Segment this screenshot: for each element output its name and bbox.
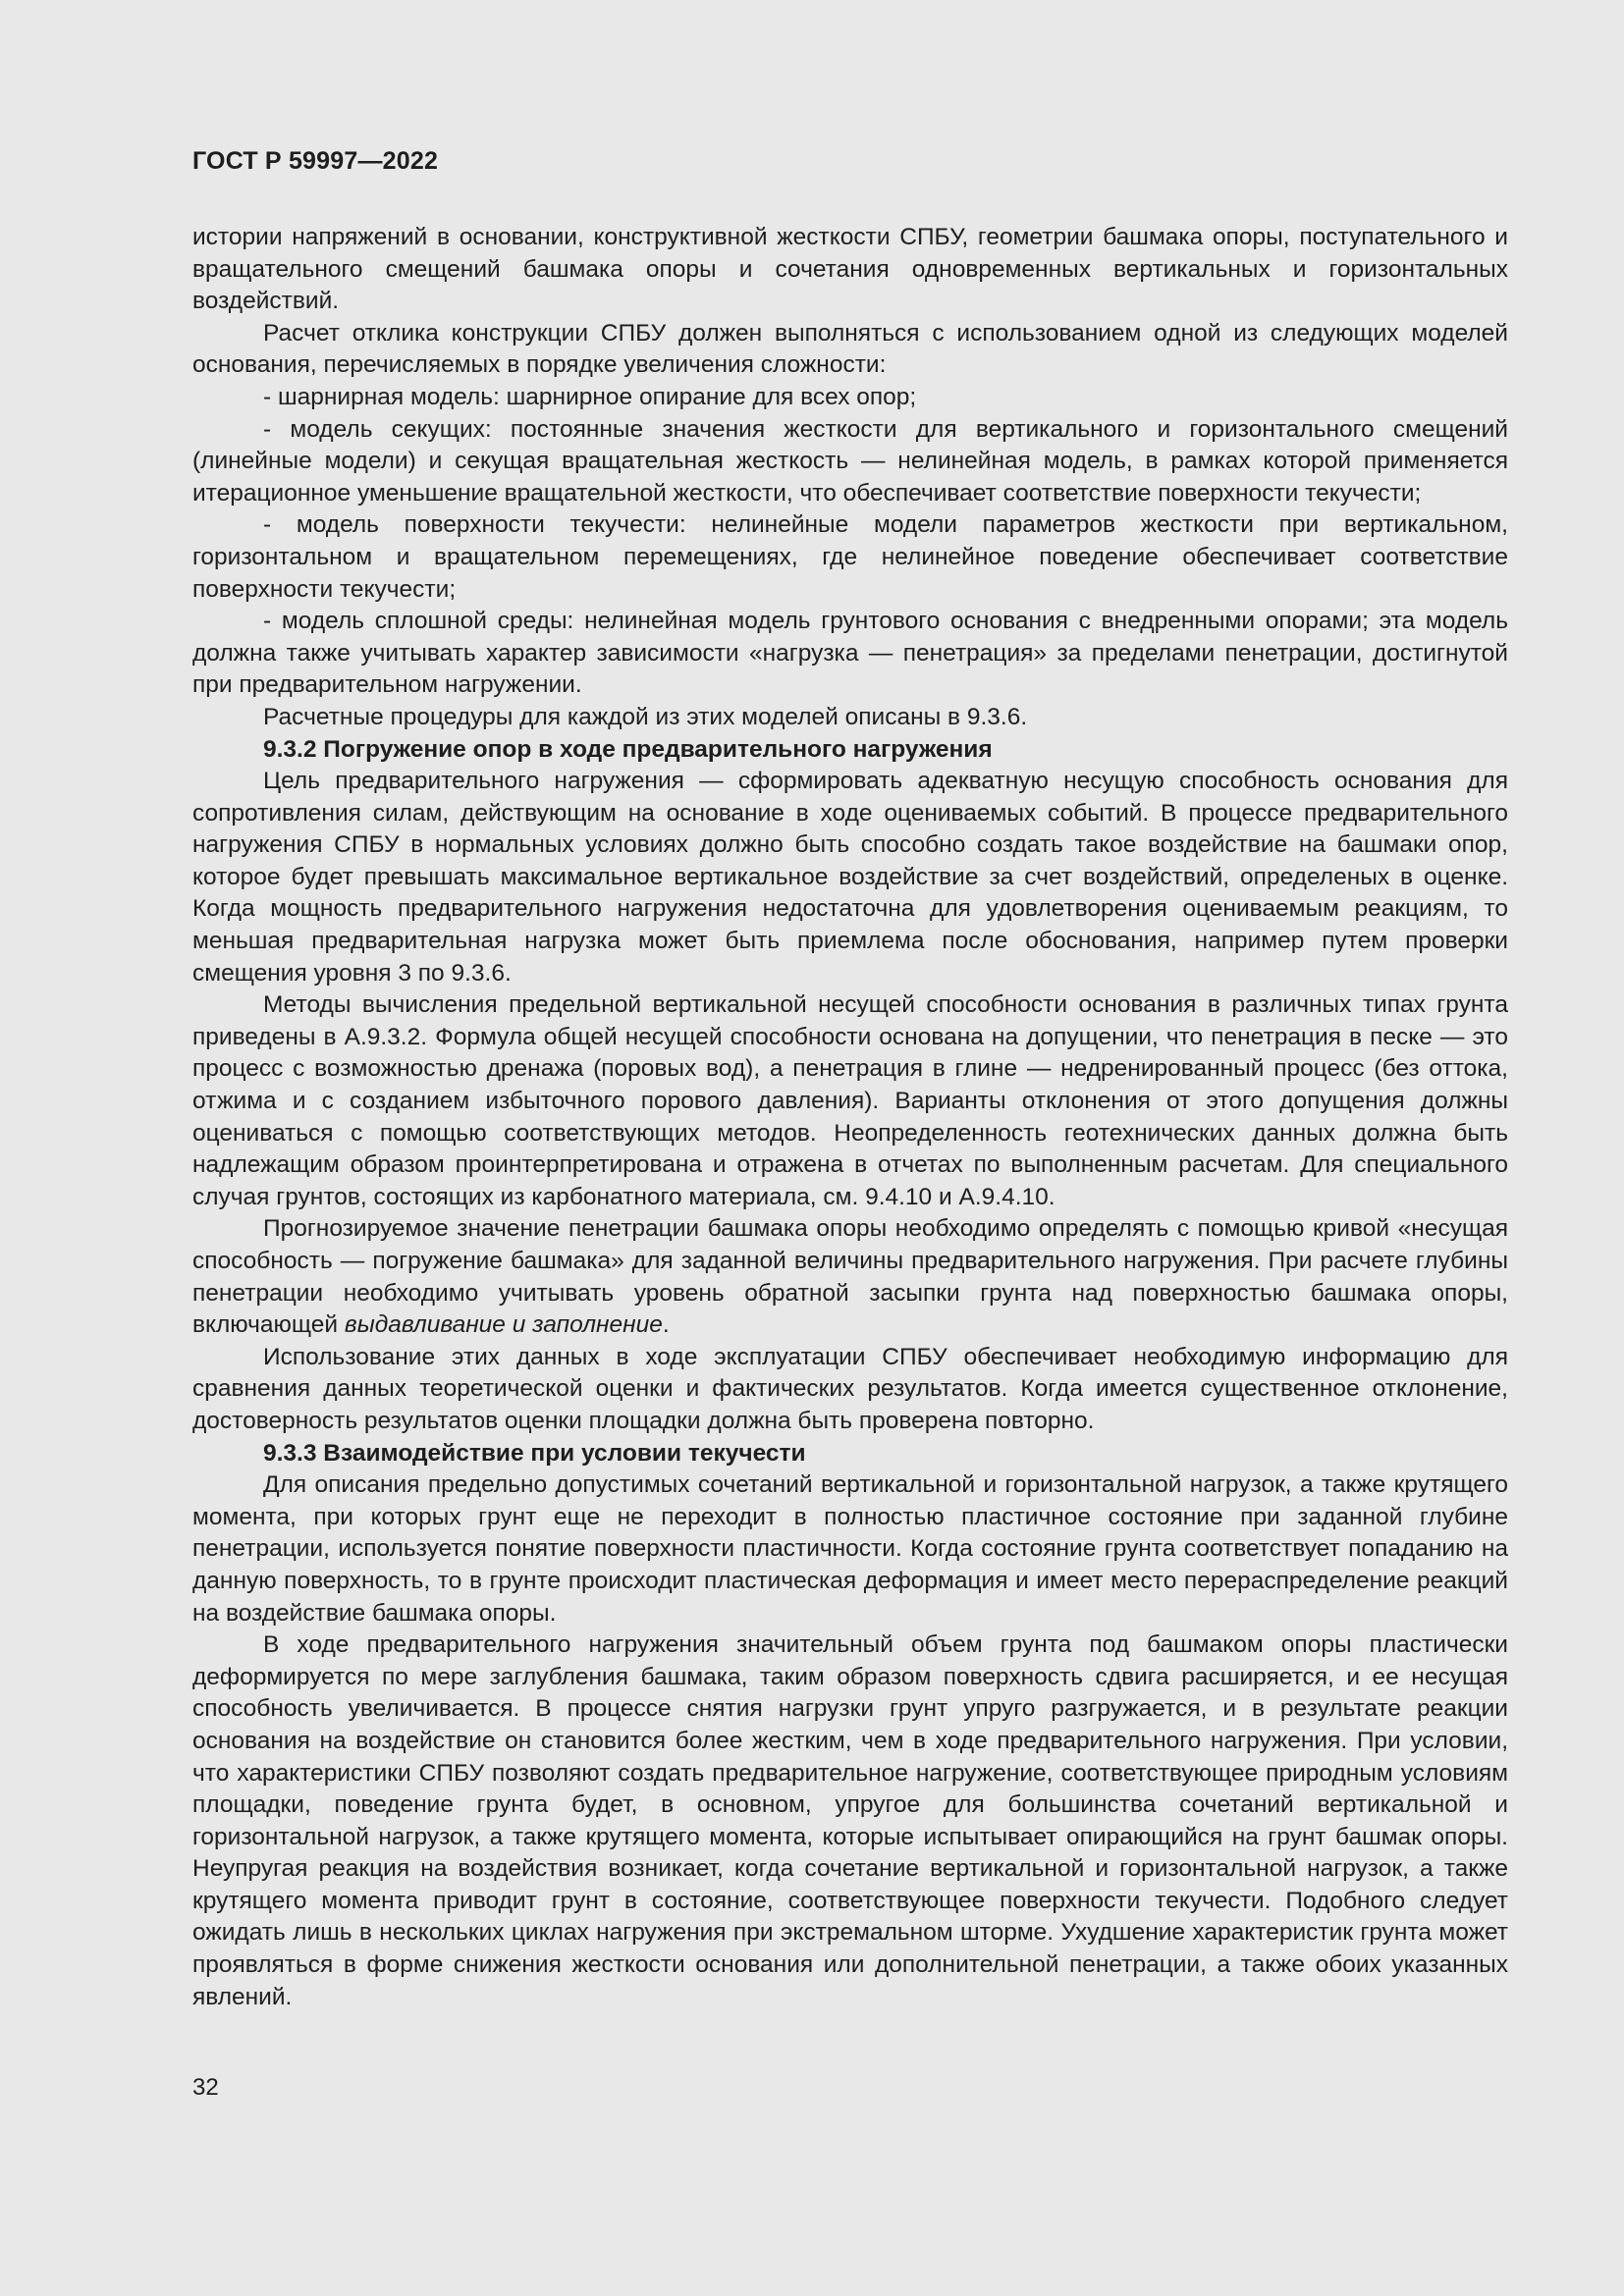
italic-term: выдавливание и заполнение <box>344 1311 663 1339</box>
paragraph-continuation: истории напряжений в основании, конструктивной жесткости СПБУ, геометрии башмака опоры, поступательного и вращательного смещений башмака опоры и сочетания одновременных вертикальных и горизонтальных воздействий. <box>192 224 1508 315</box>
paragraph-preload-soil-behavior: В ходе предварительного нагружения значительный объем грунта под башмаком опоры пластически деформируется по мере заглубления башмака, таким образом поверхность сдвига расширяется, и ее несущая способность увеличивается. В процессе снятия нагрузки грунт упруго разгружается, и в результате реакции основания на воздействие он становится более жестким, чем в ходе предварительного нагружения. При условии, что характеристики СПБУ позволяют создать предварительное нагружение, соответствующее природным условиям площадки, поведение грунта будет, в основном, упругое для большинства сочетаний вертикальной и горизонтальной нагрузок, а также крутящего момента, которые испытывает опирающийся на грунт башмак опоры. Неупругая реакция на воздействия возникает, когда сочетание вертикальной и горизонтальной нагрузок, а также крутящего момента приводит грунт в состояние, соответствующее поверхности текучести. Подобного следует ожидать лишь в нескольких циклах нагружения при экстремальном шторме. Ухудшение характеристик грунта может проявляться в форме снижения жесткости основания или дополнительной пенетрации, а также обоих указанных явлений. <box>192 1631 1508 2010</box>
paragraph-text: Прогнозируемое значение пенетрации башмака опоры необходимо определять с помощью кривой «несущая способность — погружение башмака» для заданной величины предварительного нагружения. При расчете глубины пенетрации необходимо учитывать уровень обратной засыпки грунта над поверхностью башмака опоры, включающей <box>192 1215 1508 1339</box>
document-body <box>192 222 1508 2013</box>
paragraph-penetration-prediction <box>192 1213 1508 1341</box>
list-item-secant-model: - модель секущих: постоянные значения жесткости для вертикального и горизонтального смещений (линейные модели) и секущая вращательная жесткость — нелинейная модель, в рамках которой применяется итерационное уменьшение вращательной жесткости, что обеспечивает соответствие поверхности текучести; <box>192 415 1508 507</box>
list-item-continuum-model: - модель сплошной среды: нелинейная модель грунтового основания с внедренными опорами; эта модель должна также учитывать характер зависимости «нагрузка — пенетрация» за пределами пенетрации, достигнутой при предварительном нагружении. <box>192 608 1508 699</box>
list-item-yield-surface-model: - модель поверхности текучести: нелинейные модели параметров жесткости при вертикальном, горизонтальном и вращательном перемещениях, где нелинейное поведение обеспечивает соответствие поверхности текучести; <box>192 511 1508 603</box>
section-heading-9-3-2: 9.3.2 Погружение опор в ходе предварительного нагружения <box>263 735 993 763</box>
paragraph-bearing-capacity-methods: Методы вычисления предельной вертикальной несущей способности основания в различных типах грунта приведены в А.9.3.2. Формула общей несущей способности основана на допущении, что пенетрация в песке — это процесс с возможностью дренажа (поровых вод), а пенетрация в глине — недренированный процесс (без оттока, отжима и с созданием избыточного порового давления). Варианты отклонения от этого допущения должны оцениваться с помощью соответствующих методов. Неопределенность геотехнических данных должна быть надлежащим образом проинтерпретирована и отражена в отчетах по выполненным расчетам. Для специального случая грунтов, состоящих из карбонатного материала, см. 9.4.10 и А.9.4.10. <box>192 991 1508 1210</box>
paragraph-procedures-reference: Расчетные процедуры для каждой из этих моделей описаны в 9.3.6. <box>263 703 1028 730</box>
paragraph-models-intro: Расчет отклика конструкции СПБУ должен выполняться с использованием одной из следующих моделей основания, перечисляемых в порядке увеличения сложности: <box>192 319 1508 379</box>
paragraph-preload-purpose: Цель предварительного нагружения — сформировать адекватную несущую способность основания для сопротивления силам, действующим на основание в ходе оцениваемых событий. В процессе предварительного нагружения СПБУ в нормальных условиях должно быть способно создать такое воздействие на башмаки опор, которое будет превышать максимальное вертикальное воздействие за счет воздействий, определеных в оценке. Когда мощность предварительного нагружения недостаточна для удовлетворения оцениваемым реакциям, то меньшая предварительная нагрузка может быть приемлема после обоснования, например путем проверки смещения уровня 3 по 9.3.6. <box>192 768 1508 987</box>
paragraph-text-end: . <box>662 1311 670 1339</box>
paragraph-yield-surface-definition: Для описания предельно допустимых сочетаний вертикальной и горизонтальной нагрузок, а также крутящего момента, при которых грунт еще не переходит в полностью пластичное состояние при заданной глубине пенетрации, используется понятие поверхности пластичности. Когда состояние грунта соответствует попаданию на данную поверхность, то в грунте происходит пластическая деформация и имеет место перераспределение реакций на воздействие башмака опоры. <box>192 1471 1508 1627</box>
document-code-header: ГОСТ Р 59997—2022 <box>192 147 439 175</box>
page-number: 32 <box>192 2074 219 2101</box>
paragraph-data-usage: Использование этих данных в ходе эксплуатации СПБУ обеспечивает необходимую информацию для сравнения данных теоретической оценки и фактических результатов. Когда имеется существенное отклонение, достоверность результатов оценки площадки должна быть проверена повторно. <box>192 1343 1508 1434</box>
list-item-hinge-model: - шарнирная модель: шарнирное опирание для всех опор; <box>263 383 917 410</box>
section-heading-9-3-3: 9.3.3 Взаимодействие при условии текучести <box>263 1439 806 1467</box>
